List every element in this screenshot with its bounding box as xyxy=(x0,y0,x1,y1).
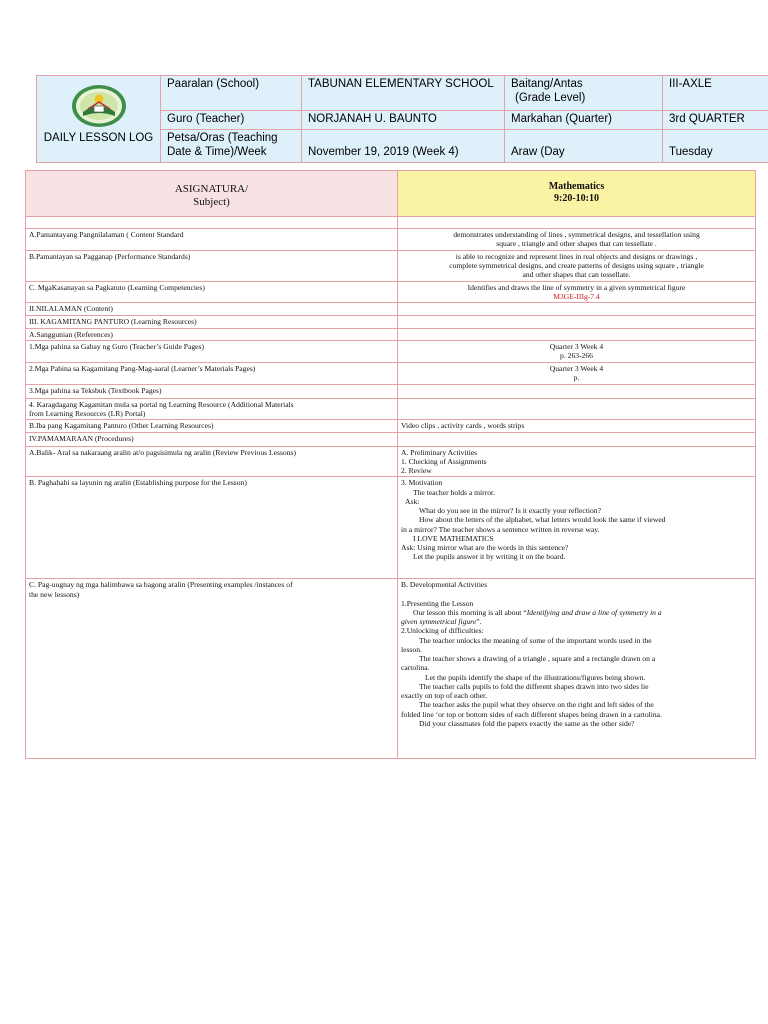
kagamitan-label: III. KAGAMITANG PANTURO (Learning Resources) xyxy=(26,315,398,328)
nilalaman-label: II.NILALAMAN (Content) xyxy=(26,303,398,315)
competency-code: M3GE-IIIg-7.4 xyxy=(553,292,600,302)
teacher-label: Guro (Teacher) xyxy=(161,111,302,130)
grade-label-line-1: Baitang/Antas xyxy=(511,78,583,90)
logo-cell xyxy=(37,76,161,163)
school-label: Paaralan (School) xyxy=(161,76,302,111)
purpose-line-2: The teacher holds a mirror. xyxy=(413,487,496,497)
table-row xyxy=(26,228,756,250)
examples-line-4-text: ”. xyxy=(476,617,482,627)
lr-portal-line-2: from Learning Resources (LR) Portal) xyxy=(29,409,146,419)
competency-value xyxy=(398,281,756,303)
grade-label-line-2: (Grade Level) xyxy=(515,91,586,104)
teacher-value: NORJANAH U. BAUNTO xyxy=(302,111,505,130)
examples-line-6: The teacher unlocks the meaning of some of the important words used in the xyxy=(419,635,652,645)
pamamaraan-label: IV.PAMAMARAAN (Procedures) xyxy=(26,432,398,446)
subject-value-cell xyxy=(398,171,756,217)
table-row xyxy=(26,432,756,446)
examples-line-3-emphasis: Identifying and draw a line of symmetry in a xyxy=(526,607,662,617)
performance-label: B.Pamantayan sa Pagganap (Performance Standards) xyxy=(26,250,398,281)
content-standard-line-2: square , triangle and other shapes that can tessellate . xyxy=(496,239,657,249)
table-row xyxy=(26,250,756,281)
competency-line-1: Identifies and draws the line of symmetry in a given symmetrical figure xyxy=(467,282,686,292)
table-row xyxy=(26,477,756,579)
table-row xyxy=(26,328,756,340)
guro-pages-label: 1.Mga pahina sa Gabay ng Guro (Teacher’s Guide Pages) xyxy=(26,340,398,362)
quarter-label: Markahan (Quarter) xyxy=(505,111,663,130)
purpose-line-5: How about the letters of the alphabet, what letters would look the same if viewed xyxy=(419,515,666,525)
quarter-value: 3rd QUARTER xyxy=(663,111,768,130)
examples-line-9: cartolina. xyxy=(401,663,430,673)
header-table xyxy=(36,75,768,163)
examples-label-line-2: the new lessons) xyxy=(29,589,80,599)
review-label: A.Balik- Aral sa nakaraang aralin at/o pagsisimula ng aralin (Review Previous Lessons) xyxy=(26,446,398,477)
lm-pages-value xyxy=(398,362,756,384)
purpose-label: B. Paghahabi sa layunin ng aralin (Establishing purpose for the Lesson) xyxy=(26,477,398,579)
guro-pages-value xyxy=(398,340,756,362)
table-row xyxy=(26,281,756,303)
examples-line-12: exactly on top of each other. xyxy=(401,691,488,701)
purpose-line-3: Ask: xyxy=(405,496,420,506)
content-standard-line-1: demonstrates understanding of lines , symmetrical designs, and tessellation using xyxy=(453,229,700,239)
examples-label-line-1: C. Pag-uugnay ng mga halimbawa sa bagong aralin (Presenting examples /instances of xyxy=(29,580,293,590)
examples-line-7: lesson. xyxy=(401,644,422,654)
examples-line-1: B. Developmental Activities xyxy=(401,580,488,590)
purpose-line-4: What do you see in the mirror? Is it exactly your reflection? xyxy=(419,506,601,516)
review-line-2: 1. Checking of Assignments xyxy=(401,456,487,466)
table-row xyxy=(26,446,756,477)
day-label: Araw (Day xyxy=(505,129,663,162)
review-value xyxy=(398,446,756,477)
table-row xyxy=(26,362,756,384)
examples-line-4-emphasis: given symmetrical figure xyxy=(401,617,477,627)
performance-line-1: is able to recognize and represent lines in real objects and designs or drawings , xyxy=(455,251,698,261)
grade-value: III-AXLE xyxy=(663,76,768,111)
subject-time: 9:20-10:10 xyxy=(554,193,599,205)
review-line-3: 2. Review xyxy=(401,466,432,476)
examples-line-4 xyxy=(401,617,752,626)
date-value: November 19, 2019 (Week 4) xyxy=(302,129,505,162)
lm-pages-label: 2.Mga Pahina sa Kagamitang Pang-Mag-aaral (Learner’s Materials Pages) xyxy=(26,362,398,384)
examples-line-3-text: Our lesson this morning is all about “ xyxy=(413,607,527,617)
examples-line-2: 1.Presenting the Lesson xyxy=(401,598,474,608)
subject-name: Mathematics xyxy=(548,181,605,193)
table-row xyxy=(26,303,756,315)
school-seal-icon xyxy=(68,82,130,130)
guro-pages-line-2: p. 263-266 xyxy=(560,351,593,361)
lm-pages-line-1: Quarter 3 Week 4 xyxy=(549,363,604,373)
performance-line-3: and other shapes that can tessellate. xyxy=(522,270,631,280)
other-resources-value: Video clips , activity cards , words strips xyxy=(398,420,756,432)
textbook-label: 3.Mga pahina sa Teksbuk (Textbook Pages) xyxy=(26,384,398,398)
content-standard-value xyxy=(398,228,756,250)
grade-label xyxy=(505,76,663,111)
spacer-row xyxy=(26,216,756,228)
examples-line-5: 2.Unlocking of difficulties: xyxy=(401,626,484,636)
subject-label-line-1: ASIGNATURA/ xyxy=(174,183,249,195)
examples-line-8: The teacher shows a drawing of a triangle , square and a rectangle drawn on a xyxy=(419,654,656,664)
content-standard-label: A.Pamantayang Pangnilalaman ( Content Standard xyxy=(26,228,398,250)
examples-label xyxy=(26,579,398,759)
examples-line-11: The teacher calls pupils to fold the different shapes drawn into two sides lie xyxy=(419,681,649,691)
table-row xyxy=(26,384,756,398)
school-value: TABUNAN ELEMENTARY SCHOOL xyxy=(302,76,505,111)
daily-lesson-log-title: DAILY LESSON LOG xyxy=(43,132,154,144)
examples-value xyxy=(398,579,756,759)
table-row xyxy=(26,340,756,362)
purpose-line-9: Let the pupils answer it by writing it on the board. xyxy=(413,552,566,562)
examples-line-10: Let the pupils identify the shape of the illustrations/figures being shown. xyxy=(425,672,646,682)
purpose-line-1: 3. Motivation xyxy=(401,478,443,488)
purpose-value xyxy=(398,477,756,579)
other-resources-label: B.Iba pang Kagamitang Panturo (Other Learning Resources) xyxy=(26,420,398,432)
examples-line-13: The teacher asks the pupil what they observe on the right and left sides of the xyxy=(419,700,654,710)
competency-label: C. MgaKasanayan sa Pagkatuto (Learning Competencies) xyxy=(26,281,398,303)
performance-line-2: complete symmetrical designs, and create patterns of designs using square , triangle xyxy=(449,261,704,271)
purpose-line-7: I LOVE MATHEMATICS xyxy=(413,533,494,543)
table-row xyxy=(26,315,756,328)
subject-label-line-2: Subject) xyxy=(193,196,230,209)
subject-row xyxy=(26,171,756,217)
purpose-line-6: in a mirror? The teacher shows a sentence written in reverse way. xyxy=(401,524,600,534)
performance-value xyxy=(398,250,756,281)
day-value: Tuesday xyxy=(663,129,768,162)
lr-portal-line-1: 4. Karagdagang Kagamitan mula sa portal ng Learning Resource (Additional Materials xyxy=(29,399,294,409)
table-row xyxy=(26,420,756,432)
examples-line-3 xyxy=(401,608,752,617)
subject-label-cell xyxy=(26,171,398,217)
lm-pages-line-2: p. xyxy=(573,373,580,383)
table-row xyxy=(26,579,756,759)
table-row xyxy=(26,398,756,420)
date-label xyxy=(161,129,302,162)
sanggunian-label: A.Sanggunian (References) xyxy=(26,328,398,340)
date-label-line-1: Petsa/Oras (Teaching xyxy=(167,131,278,144)
examples-line-14: folded line ‘or top or bottom sides of each different shapes being drawn in a cartolina. xyxy=(401,709,662,719)
guro-pages-line-1: Quarter 3 Week 4 xyxy=(549,341,604,351)
lesson-table xyxy=(25,170,756,759)
review-line-1: A. Preliminary Activities xyxy=(401,447,478,457)
lr-portal-label xyxy=(26,398,398,420)
date-label-line-2: Date & Time)/Week xyxy=(167,145,267,158)
examples-line-15: Did your classmates fold the papers exactly the same as the other side? xyxy=(419,718,635,728)
purpose-line-8: Ask: Using mirror what are the words in this sentence? xyxy=(401,543,569,553)
